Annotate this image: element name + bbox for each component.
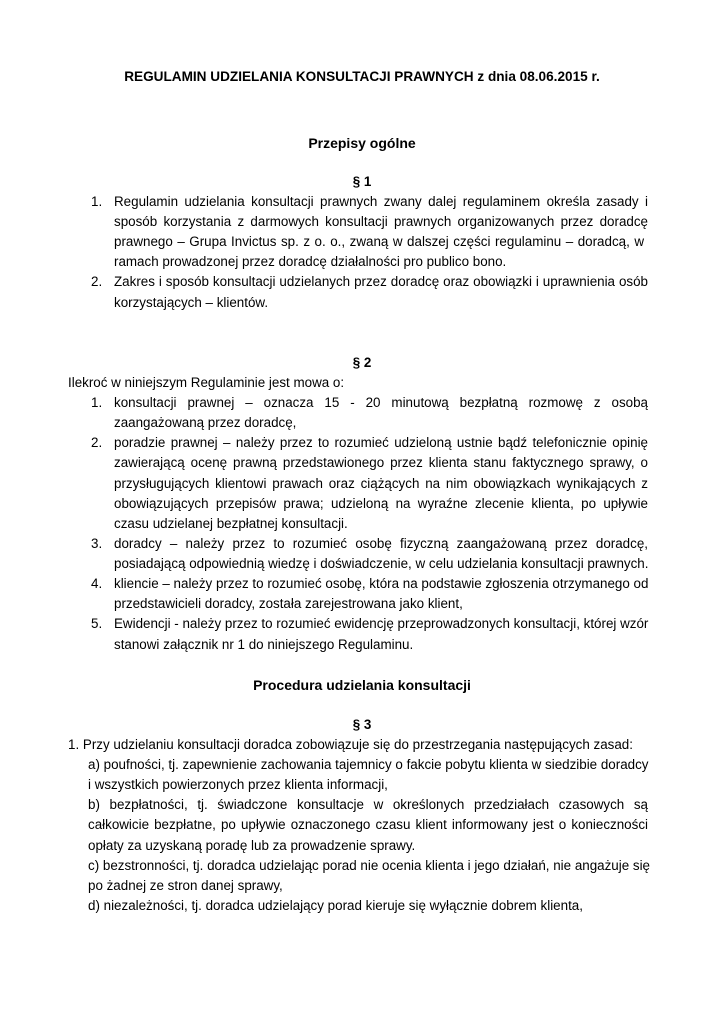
list-item-line: przedstawicieli doradcy, została zarejestrowana jako klient, xyxy=(114,596,463,611)
list-item-line: a) poufności, tj. zapewnienie zachowania tajemnicy o fakcie pobytu klienta w siedzibie doradcy xyxy=(88,757,649,772)
list-item-line: zawierającą ocenę prawną przedstawionego przez klienta stanu faktycznego sprawy, o xyxy=(114,455,648,470)
list-item-line: posiadającą odpowiednią wiedzę i doświadczenie, w celu udzielania konsultacji prawnych. xyxy=(114,556,649,571)
list-number: 1. xyxy=(91,395,103,410)
paragraph-sign-3: § 3 xyxy=(352,717,372,732)
list-item-line: d) niezależności, tj. doradca udzielający porad kieruje się wyłącznie dobrem klienta, xyxy=(88,898,583,913)
paragraph-intro: Ilekroć w niniejszym Regulaminie jest mowa o: xyxy=(68,375,345,390)
list-item-line: i wszystkich powierzonych przez klienta informacji, xyxy=(88,777,388,792)
list-item-line: czasu udzielanej bezpłatnej konsultacji. xyxy=(114,516,348,531)
paragraph-intro: 1. Przy udzielaniu konsultacji doradca zobowiązuje się do przestrzegania następujących zasad: xyxy=(68,737,633,752)
list-item-line: obowiązujących przepisów prawa; udzieloną na wyraźne zlecenie klienta, po upływie xyxy=(114,496,648,511)
list-item-line: prawnego – Grupa Invictus sp. z o. o., zwaną w dalszej części regulaminu – doradcą, w xyxy=(114,234,644,249)
list-item-line: b) bezpłatności, tj. świadczone konsultacje w określonych przedziałach czasowych są xyxy=(88,797,648,812)
list-item-line: całkowicie bezpłatne, po upływie oznaczonego czasu klient informowany jest o konieczności xyxy=(88,817,648,832)
list-number: 1. xyxy=(91,194,103,209)
paragraph-sign-2: § 2 xyxy=(352,355,372,370)
list-number: 5. xyxy=(91,616,103,631)
list-number: 3. xyxy=(91,536,103,551)
list-item-line: Zakres i sposób konsultacji udzielanych przez doradcę oraz obowiązki i uprawnienia osób xyxy=(114,274,648,289)
list-item-line: po żadnej ze stron danej sprawy, xyxy=(88,878,283,893)
list-item-line: ramach prowadzonej przez doradcę działalności pro publico bono. xyxy=(114,254,507,269)
list-number: 4. xyxy=(91,576,103,591)
list-item-line: Ewidencji - należy przez to rozumieć ewidencję przeprowadzonych konsultacji, której wzór xyxy=(114,616,649,631)
list-item-line: stanowi załącznik nr 1 do niniejszego Regulaminu. xyxy=(114,637,414,652)
list-item-line: kliencie – należy przez to rozumieć osobę, która na podstawie zgłoszenia otrzymanego od xyxy=(114,576,649,591)
list-item-line: sposób korzystania z darmowych konsultacji prawnych organizowanych przez doradcę xyxy=(114,214,648,229)
list-item-line: poradzie prawnej – należy przez to rozumieć udzieloną ustnie bądź telefonicznie opinię xyxy=(114,435,648,450)
section-heading-procedure: Procedura udzielania konsultacji xyxy=(253,677,471,693)
paragraph-sign-1: § 1 xyxy=(352,174,372,189)
document-title: REGULAMIN UDZIELANIA KONSULTACJI PRAWNYCH z dnia 08.06.2015 r. xyxy=(124,69,600,84)
list-number: 2. xyxy=(91,435,103,450)
section-heading-general: Przepisy ogólne xyxy=(308,135,416,151)
list-item-line: zaangażowaną przez doradcę, xyxy=(114,415,297,430)
list-item-line: opłaty za uzyskaną poradę lub za prowadzenie sprawy. xyxy=(88,838,416,853)
list-item-line: konsultacji prawnej – oznacza 15 - 20 minutową bezpłatną rozmowę z osobą xyxy=(114,395,648,410)
list-item-line: korzystających – klientów. xyxy=(114,295,269,310)
list-item-line: doradcy – należy przez to rozumieć osobę fizyczną zaangażowaną przez doradcę, xyxy=(114,536,648,551)
list-item-line: przysługujących klientowi prawach oraz ciążących na nim obowiązkach wynikających z xyxy=(114,476,648,491)
list-number: 2. xyxy=(91,274,103,289)
list-item-line: Regulamin udzielania konsultacji prawnych zwany dalej regulaminem określa zasady i xyxy=(114,194,648,209)
list-item-line: c) bezstronności, tj. doradca udzielając porad nie ocenia klienta i jego działań, nie angażuje się xyxy=(88,858,651,873)
